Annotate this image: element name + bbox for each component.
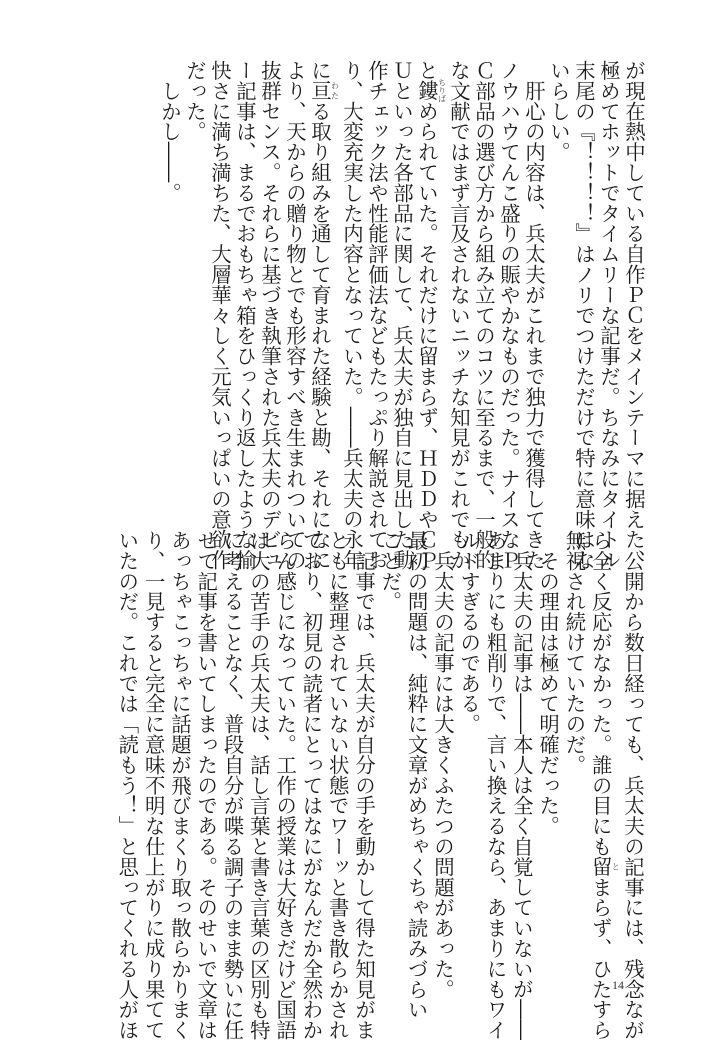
text-column: だった。 xyxy=(183,60,207,142)
text-column xyxy=(307,60,340,571)
text-column: 快さに満ち満ちた、大層華々しく元気いっぱいの意欲作 xyxy=(208,60,232,570)
text-column: な文献ではまず言及されないニッチな知見がこれでもか xyxy=(447,60,471,570)
text-column: より、天からの贈り物とでも形容すべき生まれついての xyxy=(283,60,307,570)
text-column: Ｃ部品の選び方から組み立てのコツに至るまで、一般的 xyxy=(472,60,496,570)
text-column: あまりにも粗削りで、言い換えるなら、あまりにもワイ xyxy=(483,530,508,1040)
text-column: 無視され続けていたのだ。 xyxy=(562,530,587,775)
text-column: り、一見すると完全に意味不明な仕上がりに成り果てて xyxy=(141,530,166,1040)
page-number: 14 xyxy=(612,978,624,992)
text-column: ており、初見の読者にとってはなにがなんだか全然わか xyxy=(299,530,324,1040)
text-segment: ら全く反応がなかった。誰の目にも xyxy=(588,530,613,857)
text-column: 最初の問題は、純粋に文章がめちゃくちゃ読みづらい xyxy=(404,530,429,1020)
text-column: らん感じになっていた。工作の授業は大好きだけど国語 xyxy=(273,530,298,1040)
text-column: 抜群センス。それらに基づき執筆された兵太夫のデビュ xyxy=(258,60,282,570)
text-column: 作チェック法や性能評価法などもたっぷり解説されてお xyxy=(365,60,389,570)
text-column: ことだ。 xyxy=(378,530,403,612)
text-column: に考えることなく、普段自分が喋る調子のまま勢いに任 xyxy=(220,530,245,1040)
text-column xyxy=(414,60,447,571)
text-segment: まらず、ひたすら xyxy=(588,876,613,1040)
text-segment: と xyxy=(415,60,439,81)
ruby-reading: わた xyxy=(330,80,340,101)
text-column: が現在熱中している自作ＰＣをメインテーマに据えた、 xyxy=(622,60,646,570)
text-column: あっちゃこっちゃに話題が飛びまくり取っ散らかりまく xyxy=(167,530,192,1040)
ruby-annotation xyxy=(415,78,447,103)
text-column: ともに整理されていない状態でワーッと書き散らかされ xyxy=(325,530,350,1040)
text-column: いたのだ。これでは「読もう！」と思ってくれる人がほ xyxy=(115,530,140,1040)
ruby-base: 鏤 xyxy=(415,78,439,103)
ruby-base: 留 xyxy=(588,856,613,877)
ruby-reading: ちりば xyxy=(437,78,447,103)
text-column: せて記事を書いてしまったのである。そのせいで文章は xyxy=(194,530,219,1040)
ruby-annotation xyxy=(308,80,340,101)
text-column: 末尾の『！！！！』はノリでつけただけで特に意味はな xyxy=(572,60,596,570)
text-column: ー記事は、まるでおもちゃ箱をひっくり返したような愉 xyxy=(233,60,257,570)
text-segment: められていた。それだけに留まらず、ＨＤＤやＣＰ xyxy=(415,100,439,571)
text-column: Ｕといった各部品に関して、兵太夫が独自に見出した動 xyxy=(390,60,414,570)
text-column: 記事では、兵太夫が自分の手を動かして得た知見がま xyxy=(352,530,377,1040)
text-column: は大の苦手の兵太夫は、話し言葉と書き言葉の区別も特 xyxy=(246,530,271,1040)
ruby-reading: と xyxy=(611,856,621,877)
text-column: 肝心の内容は、兵太夫がこれまで独力で獲得してきた xyxy=(522,60,546,570)
ruby-annotation xyxy=(588,856,621,877)
text-column: しかし――。 xyxy=(158,60,182,203)
ruby-base: 亘 xyxy=(308,80,332,101)
text-column: 公開から数日経っても、兵太夫の記事には、残念なが xyxy=(621,530,645,1040)
text-column: ルドすぎるのである。 xyxy=(457,530,482,734)
text-segment: る取り組みを通して育まれた経験と勘、それになに xyxy=(308,100,332,571)
text-column: 極めてホットでタイムリーな記事だ。ちなみにタイトル xyxy=(597,60,621,570)
text-column: ノウハウてんこ盛りの賑やかなものだった。ナイスなＰ xyxy=(497,60,521,570)
text-column: その理由は極めて明確だった。 xyxy=(536,530,561,836)
text-column: 兵太夫の記事は――本人は全く自覚していないが―― xyxy=(509,530,534,1040)
text-column: いらしい。 xyxy=(547,60,571,162)
text-column: 兵太夫の記事には大きくふたつの問題があった。 xyxy=(430,530,455,1000)
text-segment: に xyxy=(308,60,332,81)
text-column: り、大変充実した内容となっていた。――兵太夫の永年 xyxy=(340,60,364,570)
